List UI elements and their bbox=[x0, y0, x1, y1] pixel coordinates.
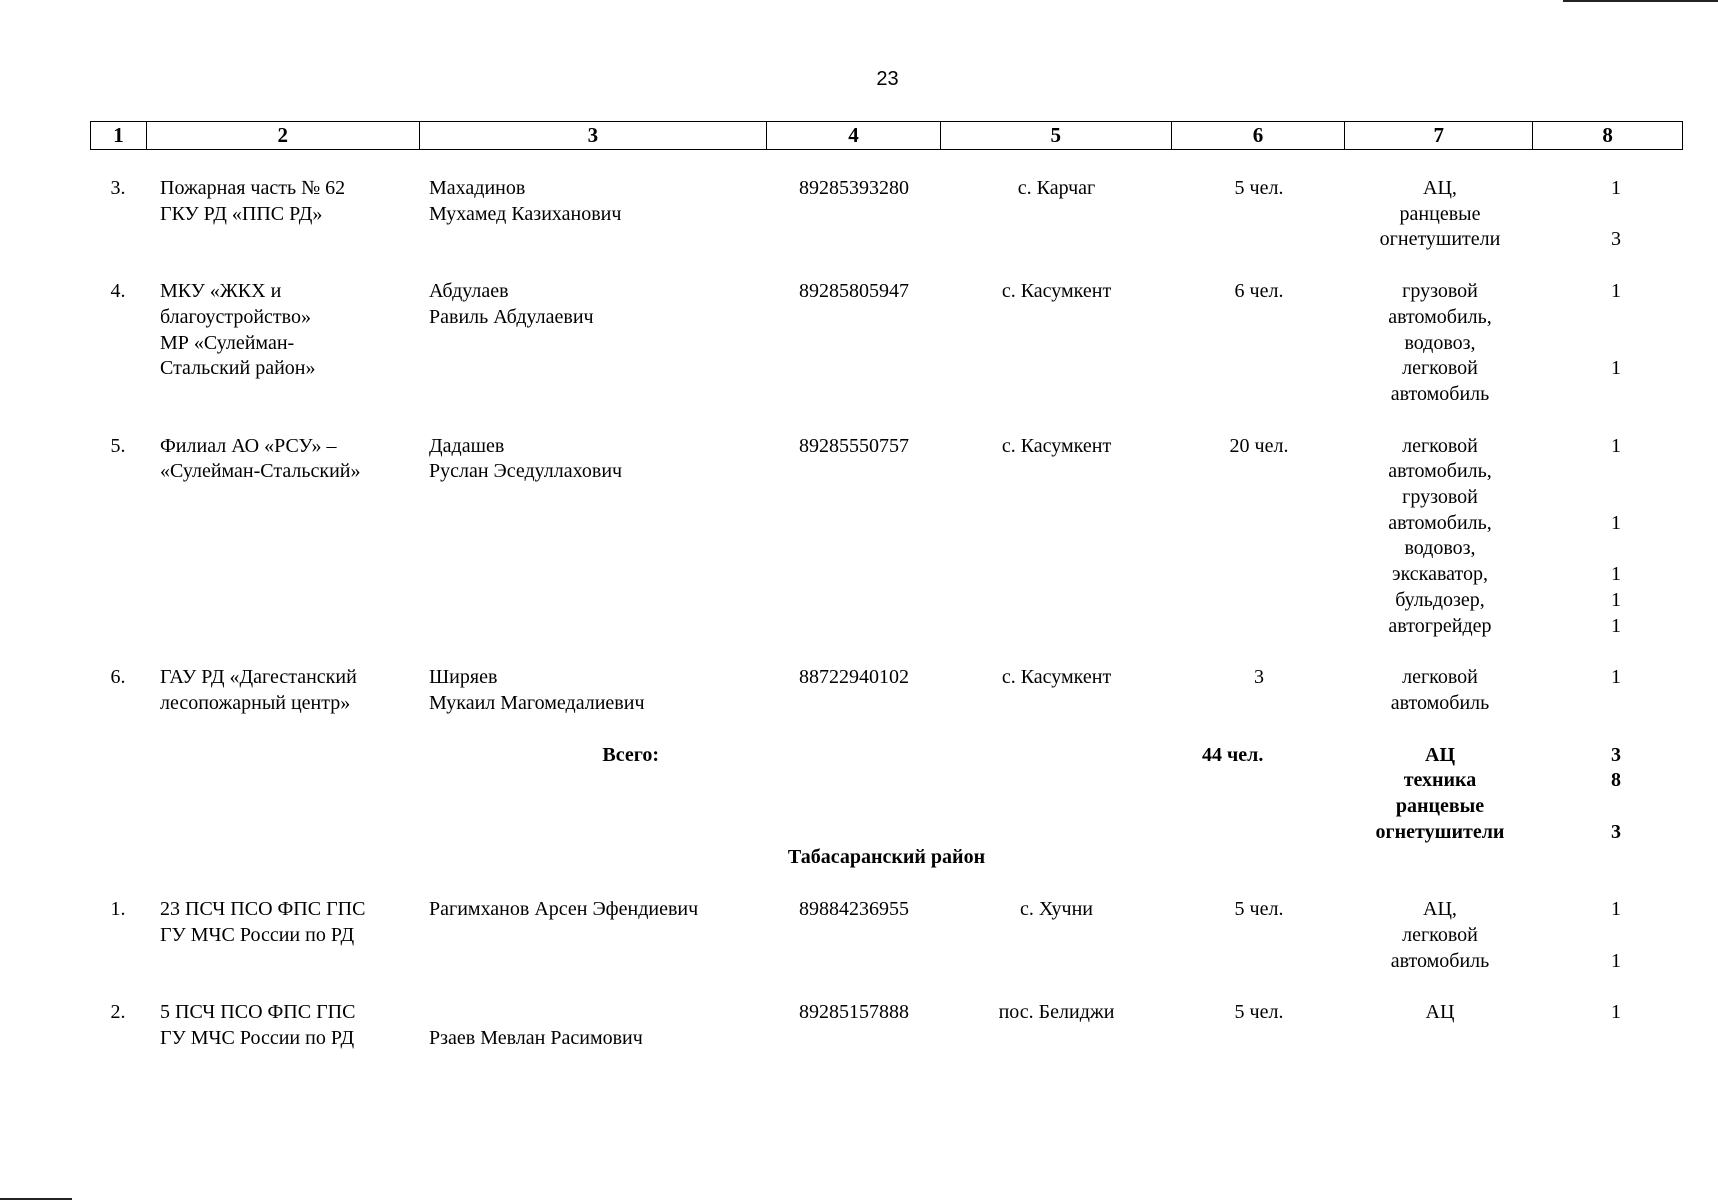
header-col-2: 2 bbox=[147, 122, 420, 149]
staff-count-cell: 5 чел. bbox=[1234, 898, 1284, 921]
responsible-person-cell-line: Ширяев bbox=[429, 666, 498, 689]
organization-cell-line: ГУ МЧС России по РД bbox=[160, 923, 355, 946]
total-quantity-line: 3 bbox=[1611, 820, 1621, 843]
equipment-cell-line: автомобиль bbox=[1390, 691, 1490, 714]
equipment-quantity-cell-line: 1 bbox=[1611, 898, 1621, 921]
equipment-cell-line: автомобиль bbox=[1390, 949, 1490, 972]
equipment-quantity-cell bbox=[1534, 434, 1683, 640]
organization-cell-line: ГУ МЧС России по РД bbox=[160, 1026, 355, 1049]
staff-count-cell: 20 чел. bbox=[1229, 434, 1289, 457]
district-heading: Табасаранский район bbox=[787, 846, 986, 869]
total-row bbox=[90, 743, 1683, 846]
equipment-quantity-cell-line: 1 bbox=[1611, 949, 1621, 972]
location-cell: с. Карчаг bbox=[1017, 177, 1096, 199]
table-row bbox=[90, 434, 1683, 640]
equipment-quantity-cell-line: 1 bbox=[1611, 666, 1621, 689]
staff-count-cell: 6 чел. bbox=[1234, 280, 1284, 303]
total-quantity-line bbox=[1534, 794, 1621, 820]
equipment-cell-line: автомобиль, bbox=[1388, 511, 1492, 534]
total-equipment-line: АЦ bbox=[1425, 743, 1455, 766]
organization-cell-line: МР «Сулейман- bbox=[160, 331, 295, 354]
organization-cell bbox=[146, 434, 419, 485]
equipment-quantity-cell-line: 1 bbox=[1611, 434, 1621, 457]
equipment-quantity-cell-line: 1 bbox=[1611, 177, 1621, 199]
row-number: 2. bbox=[110, 1001, 126, 1024]
equipment-cell-line: водовоз, bbox=[1404, 537, 1476, 560]
phone-cell: 89285393280 bbox=[799, 177, 909, 199]
equipment-quantity-cell-line bbox=[1534, 202, 1621, 228]
phone-cell: 89884236955 bbox=[799, 898, 909, 921]
equipment-quantity-cell-line: 1 bbox=[1611, 511, 1621, 534]
responsible-person-cell-line: Мукаил Магомедалиевич bbox=[429, 691, 645, 714]
organization-cell-line: лесопожарный центр» bbox=[160, 691, 351, 714]
row-number: 1. bbox=[110, 898, 126, 921]
equipment-cell-line: огнетушители bbox=[1379, 228, 1501, 251]
equipment-quantity-cell-line: 1 bbox=[1611, 563, 1621, 586]
responsible-person-cell bbox=[419, 1000, 767, 1051]
total-quantity-line: 8 bbox=[1611, 769, 1621, 792]
equipment-quantity-cell bbox=[1534, 1000, 1683, 1026]
staff-count-cell: 5 чел. bbox=[1234, 177, 1284, 199]
equipment-quantity-cell-line bbox=[1534, 305, 1621, 331]
location-cell: с. Касумкент bbox=[1001, 434, 1112, 457]
responsible-person-cell-line: Махадинов bbox=[429, 177, 526, 199]
organization-cell-line: ГКУ РД «ППС РД» bbox=[160, 202, 323, 225]
equipment-cell bbox=[1346, 176, 1534, 253]
location-cell: с. Касумкент bbox=[1001, 280, 1112, 303]
table-row bbox=[90, 665, 1683, 716]
table-row bbox=[90, 279, 1683, 408]
responsible-person-cell-line: Абдулаев bbox=[429, 280, 509, 303]
equipment-quantity-cell bbox=[1534, 279, 1683, 407]
organization-cell-line: Стальский район» bbox=[160, 357, 316, 380]
equipment-quantity-cell-line: 3 bbox=[1611, 228, 1621, 251]
header-col-3: 3 bbox=[420, 122, 768, 149]
phone-cell: 89285157888 bbox=[799, 1001, 909, 1024]
equipment-cell bbox=[1346, 897, 1534, 974]
equipment-cell-line: грузовой bbox=[1402, 280, 1478, 303]
equipment-cell-line: автомобиль bbox=[1390, 382, 1490, 405]
responsible-person-cell-line: Дадашев bbox=[429, 434, 505, 457]
equipment-cell-line: автомобиль, bbox=[1388, 460, 1492, 483]
equipment-quantity-cell-line bbox=[1534, 331, 1621, 357]
phone-cell: 89285805947 bbox=[799, 280, 909, 303]
responsible-person-cell bbox=[419, 434, 767, 485]
table-row bbox=[90, 176, 1683, 253]
equipment-quantity-cell-line: 1 bbox=[1611, 588, 1621, 611]
table-row bbox=[90, 897, 1683, 974]
organization-cell-line: ГАУ РД «Дагестанский bbox=[160, 666, 357, 689]
total-equipment bbox=[1346, 743, 1534, 846]
equipment-cell bbox=[1346, 1000, 1534, 1026]
organization-cell bbox=[146, 665, 419, 716]
responsible-person-cell bbox=[419, 176, 767, 227]
equipment-cell-line: грузовой bbox=[1402, 486, 1478, 509]
header-col-4: 4 bbox=[767, 122, 941, 149]
equipment-quantity-cell-line: 1 bbox=[1611, 1001, 1621, 1024]
staff-count-cell: 3 bbox=[1254, 666, 1264, 689]
staff-count-cell: 5 чел. bbox=[1234, 1001, 1284, 1024]
organization-cell bbox=[146, 279, 419, 382]
organization-cell-line: «Сулейман-Стальский» bbox=[160, 460, 361, 483]
equipment-cell-line: автогрейдер bbox=[1388, 614, 1492, 637]
row-number: 4. bbox=[110, 280, 126, 303]
row-number: 5. bbox=[110, 434, 126, 457]
equipment-quantity-cell-line bbox=[1534, 923, 1621, 949]
location-cell: пос. Белиджи bbox=[998, 1001, 1115, 1024]
page-number: 23 bbox=[876, 68, 899, 90]
phone-cell: 88722940102 bbox=[799, 666, 909, 689]
table-body bbox=[90, 176, 1683, 1078]
equipment-quantity-cell-line: 1 bbox=[1611, 357, 1621, 380]
table-row bbox=[90, 1000, 1683, 1051]
organization-cell-line: МКУ «ЖКХ и bbox=[160, 280, 282, 303]
equipment-quantity-cell-line: 1 bbox=[1611, 614, 1621, 637]
equipment-cell-line: бульдозер, bbox=[1395, 588, 1485, 611]
organization-cell bbox=[146, 897, 419, 948]
responsible-person-cell bbox=[419, 279, 767, 330]
equipment-cell-line: автомобиль, bbox=[1388, 305, 1492, 328]
equipment-cell bbox=[1346, 434, 1534, 640]
header-col-7: 7 bbox=[1345, 122, 1533, 149]
equipment-quantity-cell-line bbox=[1534, 485, 1621, 511]
responsible-person-cell bbox=[419, 665, 767, 716]
total-quantity bbox=[1534, 743, 1683, 846]
organization-cell-line: Пожарная часть № 62 bbox=[160, 177, 346, 199]
header-col-5: 5 bbox=[941, 122, 1172, 149]
organization-cell-line: 5 ПСЧ ПСО ФПС ГПС bbox=[160, 1001, 356, 1024]
total-equipment-line: техника bbox=[1403, 769, 1477, 792]
responsible-person-cell-line: Мухамед Казиханович bbox=[429, 202, 622, 225]
equipment-quantity-cell-line bbox=[1534, 459, 1621, 485]
organization-cell bbox=[146, 1000, 419, 1051]
equipment-cell-line: экскаватор, bbox=[1392, 563, 1488, 586]
equipment-cell-line: АЦ, bbox=[1423, 177, 1457, 199]
equipment-cell-line: легковой bbox=[1402, 923, 1478, 946]
organization-cell bbox=[146, 176, 419, 227]
row-number: 6. bbox=[110, 666, 126, 689]
equipment-cell bbox=[1346, 665, 1534, 716]
equipment-cell-line: легковой bbox=[1402, 434, 1478, 457]
total-staff: 44 чел. bbox=[1202, 743, 1264, 766]
organization-cell-line: 23 ПСЧ ПСО ФПС ГПС bbox=[160, 898, 366, 921]
responsible-person-cell-line: Рагимханов Арсен Эфендиевич bbox=[429, 898, 699, 921]
responsible-person-cell-line: Руслан Эседуллахович bbox=[429, 460, 623, 483]
phone-cell: 89285550757 bbox=[799, 434, 909, 457]
header-col-6: 6 bbox=[1172, 122, 1346, 149]
row-number: 3. bbox=[110, 177, 126, 199]
equipment-quantity-cell bbox=[1534, 176, 1683, 253]
header-col-1: 1 bbox=[91, 122, 147, 149]
equipment-quantity-cell-line: 1 bbox=[1611, 280, 1621, 303]
responsible-person-cell-line: Равиль Абдулаевич bbox=[429, 305, 594, 328]
equipment-cell-line: АЦ, bbox=[1423, 898, 1457, 921]
table-header bbox=[90, 121, 1683, 150]
equipment-quantity-cell-line bbox=[1534, 382, 1621, 408]
equipment-cell-line: ранцевые bbox=[1399, 202, 1481, 225]
equipment-cell-line: легковой bbox=[1402, 357, 1478, 380]
responsible-person-cell bbox=[419, 897, 767, 923]
total-equipment-line: огнетушители bbox=[1375, 820, 1505, 843]
total-equipment-line: ранцевые bbox=[1395, 795, 1485, 818]
equipment-cell-line: АЦ bbox=[1425, 1001, 1455, 1024]
equipment-quantity-cell bbox=[1534, 665, 1683, 716]
location-cell: с. Хучни bbox=[1019, 898, 1094, 921]
equipment-cell bbox=[1346, 279, 1534, 408]
header-col-8: 8 bbox=[1602, 123, 1613, 147]
total-quantity-line: 3 bbox=[1611, 743, 1621, 766]
responsible-person-cell-line bbox=[429, 1000, 767, 1026]
equipment-cell-line: водовоз, bbox=[1404, 331, 1476, 354]
equipment-quantity-cell-line bbox=[1534, 691, 1621, 717]
total-label: Всего: bbox=[602, 743, 659, 766]
equipment-quantity-cell bbox=[1534, 897, 1683, 974]
equipment-quantity-cell-line bbox=[1534, 536, 1621, 562]
organization-cell-line: благоустройство» bbox=[160, 305, 311, 328]
responsible-person-cell-line: Рзаев Мевлан Расимович bbox=[429, 1026, 643, 1049]
organization-cell-line: Филиал АО «РСУ» – bbox=[160, 434, 337, 457]
equipment-cell-line: легковой bbox=[1402, 666, 1478, 689]
location-cell: с. Касумкент bbox=[1001, 666, 1112, 689]
top-edge-rule bbox=[1563, 0, 1718, 2]
